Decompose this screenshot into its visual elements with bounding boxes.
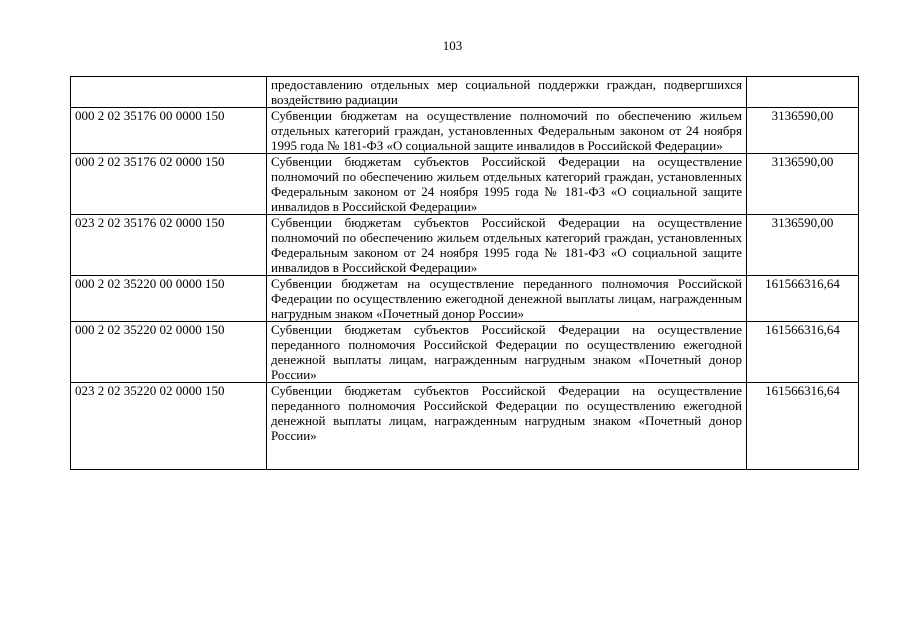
description-cell: Субвенции бюджетам субъектов Российской Федерации на осуществление переданного полномочия Российской Федерации по осуществлению ежегодной денежной выплаты лицам, награжденным нагрудным знаком «Почетный донор России» (267, 383, 747, 470)
table-row (71, 322, 859, 383)
description-cell: Субвенции бюджетам на осуществление полномочий по обеспечению жильем отдельных категорий граждан, установленных Федеральным законом от 24 ноября 1995 года № 181-ФЗ «О социальной защите инвалидов в Российской Федерации» (267, 108, 747, 154)
table-row (71, 154, 859, 215)
amount-cell: 161566316,64 (747, 322, 859, 383)
description-cell: Субвенции бюджетам субъектов Российской Федерации на осуществление полномочий по обеспечению жильем отдельных категорий граждан, установленных Федеральным законом от 24 ноября 1995 года № 181-ФЗ «О социальной защите инвалидов в Российской Федерации» (267, 215, 747, 276)
budget-revenue-table (70, 76, 859, 470)
budget-code-cell: 023 2 02 35220 02 0000 150 (71, 383, 267, 470)
amount-cell-empty (747, 77, 859, 108)
budget-code-cell: 000 2 02 35176 02 0000 150 (71, 154, 267, 215)
description-cell: Субвенции бюджетам субъектов Российской Федерации на осуществление переданного полномочия Российской Федерации по осуществлению ежегодной денежной выплаты лицам, награжденным нагрудным знаком «Почетный донор России» (267, 322, 747, 383)
budget-code-cell: 000 2 02 35220 02 0000 150 (71, 322, 267, 383)
table-row (71, 108, 859, 154)
budget-code-cell: 023 2 02 35176 02 0000 150 (71, 215, 267, 276)
code-cell-empty (71, 77, 267, 108)
amount-cell: 3136590,00 (747, 108, 859, 154)
table-row-continuation (71, 77, 859, 108)
table-row (71, 215, 859, 276)
description-cell: предоставлению отдельных мер социальной поддержки граждан, подвергшихся воздействию радиации (267, 77, 747, 108)
table-row (71, 383, 859, 470)
description-cell: Субвенции бюджетам на осуществление переданного полномочия Российской Федерации по осуществлению ежегодной денежной выплаты лицам, награжденным нагрудным знаком «Почетный донор России» (267, 276, 747, 322)
amount-cell: 161566316,64 (747, 276, 859, 322)
amount-cell: 161566316,64 (747, 383, 859, 470)
description-cell: Субвенции бюджетам субъектов Российской Федерации на осуществление полномочий по обеспечению жильем отдельных категорий граждан, установленных Федеральным законом от 24 ноября 1995 года № 181-ФЗ «О социальной защите инвалидов в Российской Федерации» (267, 154, 747, 215)
budget-code-cell: 000 2 02 35176 00 0000 150 (71, 108, 267, 154)
budget-code-cell: 000 2 02 35220 00 0000 150 (71, 276, 267, 322)
page-number: 103 (442, 38, 463, 53)
table-row (71, 276, 859, 322)
amount-cell: 3136590,00 (747, 215, 859, 276)
amount-cell: 3136590,00 (747, 154, 859, 215)
